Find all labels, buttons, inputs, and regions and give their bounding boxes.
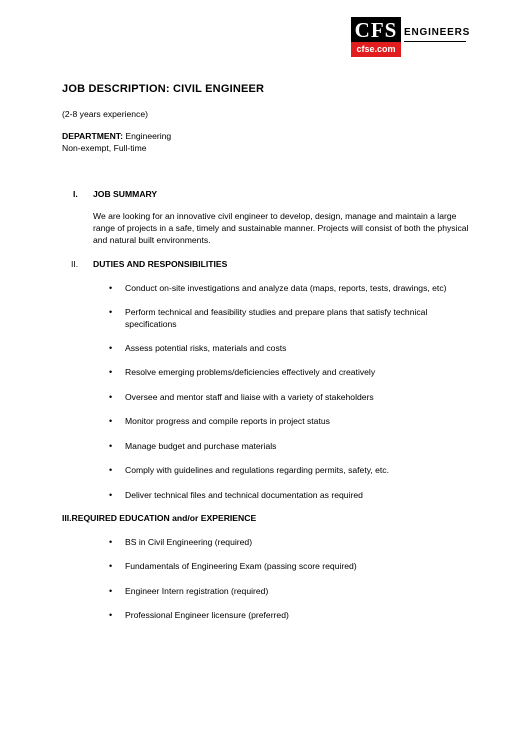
duty-text: Monitor progress and compile reports in project status: [125, 416, 330, 426]
section-heading-duties: DUTIES AND RESPONSIBILITIES: [93, 259, 228, 269]
duty-text: Comply with guidelines and regulations regarding permits, safety, etc.: [125, 465, 389, 475]
bullet-icon: •: [109, 343, 113, 353]
duty-text: Perform technical and feasibility studies and prepare plans that satisfy technical specifications: [125, 307, 428, 329]
logo-mark: CFS: [354, 18, 398, 42]
duty-text: Manage budget and purchase materials: [125, 441, 277, 451]
bullet-icon: •: [109, 367, 113, 377]
duty-text: Resolve emerging problems/deficiencies effectively and creatively: [125, 367, 376, 377]
department-label: DEPARTMENT:: [62, 131, 123, 141]
employment-status: Non-exempt, Full-time: [62, 143, 147, 153]
cfs-engineers-logo: [351, 17, 471, 57]
education-text: BS in Civil Engineering (required): [125, 537, 253, 547]
education-text: Professional Engineer licensure (preferred): [125, 610, 289, 620]
duty-text: Deliver technical files and technical documentation as required: [125, 490, 363, 500]
duty-text: Conduct on-site investigations and analyze data (maps, reports, tests, drawings, etc): [125, 283, 447, 293]
duty-text: Assess potential risks, materials and costs: [125, 343, 287, 353]
bullet-icon: •: [109, 392, 113, 402]
section-number-summary: I.: [73, 189, 78, 199]
bullet-icon: •: [109, 416, 113, 426]
bullet-icon: •: [109, 465, 113, 475]
duty-text: Oversee and mentor staff and liaise with a variety of stakeholders: [125, 392, 374, 402]
bullet-icon: •: [109, 586, 113, 596]
page-title: JOB DESCRIPTION: CIVIL ENGINEER: [62, 83, 265, 95]
bullet-icon: •: [109, 307, 113, 317]
bullet-icon: •: [109, 283, 113, 293]
logo-url: cfse.com: [356, 44, 396, 54]
experience-note: (2-8 years experience): [62, 109, 148, 119]
section-number-duties: II.: [71, 259, 79, 269]
bullet-icon: •: [109, 610, 113, 620]
section-heading-summary: JOB SUMMARY: [93, 189, 158, 199]
logo-underline: [404, 41, 466, 42]
education-text: Engineer Intern registration (required): [125, 586, 269, 596]
bullet-icon: •: [109, 441, 113, 451]
bullet-icon: •: [109, 537, 113, 547]
job-summary-text: We are looking for an innovative civil engineer to develop, design, manage and maintain a large range of projects in a safe, timely and sustainable manner. Projects will consist of both the physical and natural built environments.: [93, 211, 469, 245]
department-value: Engineering: [122, 131, 172, 141]
bullet-icon: •: [109, 561, 113, 571]
section-heading-education: III.REQUIRED EDUCATION and/or EXPERIENCE: [62, 513, 257, 523]
bullet-icon: •: [109, 490, 113, 500]
education-text: Fundamentals of Engineering Exam (passing score required): [125, 561, 357, 571]
logo-wordmark: ENGINEERS: [404, 27, 471, 38]
department-line: [62, 130, 171, 142]
